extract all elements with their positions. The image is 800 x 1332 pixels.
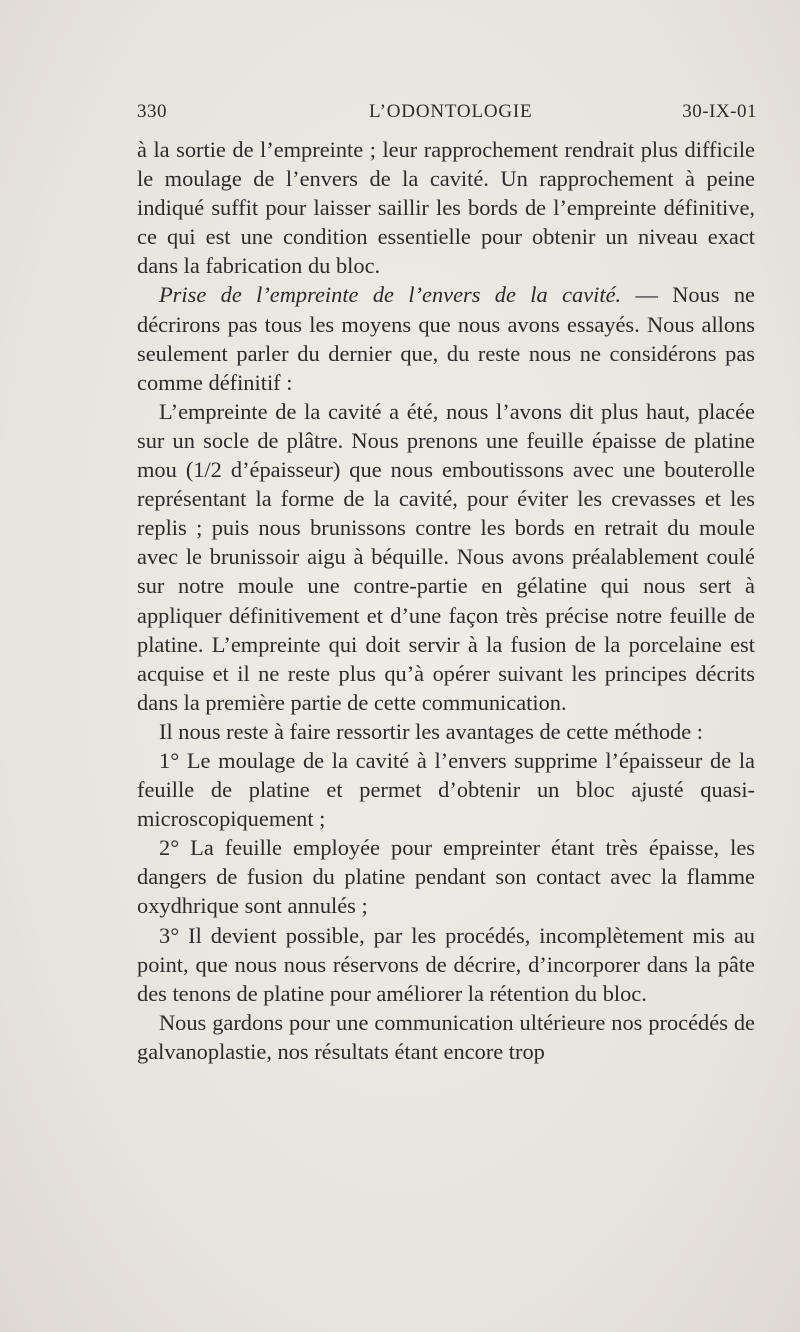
paragraph-8: Nous gardons pour une communication ultérieure nos procédés de galvanoplastie, nos résultats étant encore trop	[137, 1009, 755, 1064]
paragraph-1: à la sortie de l’empreinte ; leur rapprochement rendrait plus difficile le moulage de l’envers de la cavité. Un rapprochement à peine indiqué suffit pour laisser saillir les bords de l’empreinte définitive, ce qui est une condition essentielle pour obtenir un niveau exact dans la fabrication du bloc.	[137, 137, 755, 279]
list-item-1: 1° Le moulage de la cavité à l’envers supprime l’épaisseur de la feuille de platine et permet d’obtenir un bloc ajusté quasi-microscopiquement ;	[137, 747, 755, 832]
section-heading: Prise de l’empreinte de l’envers de la cavité.	[159, 282, 622, 308]
paragraph-2	[137, 280, 755, 396]
list-item-2: 2° La feuille employée pour empreinter étant très épaisse, les dangers de fusion du platine pendant son contact avec la flamme oxydhrique sont annulés ;	[137, 835, 755, 919]
running-header	[137, 101, 757, 129]
paragraph-2-text: — Nous ne décrirons pas tous les moyens que nous avons essayés. Nous allons seulement parler du dernier que, du reste nous ne considérons pas comme définitif :	[137, 282, 755, 395]
issue-date: 30-IX-01	[682, 101, 757, 122]
page-number: 330	[137, 101, 167, 122]
paragraph-4: Il nous reste à faire ressortir les avantages de cette méthode :	[159, 718, 703, 744]
list-item-3: 3° Il devient possible, par les procédés, incomplètement mis au point, que nous nous réservons de décrire, d’incorporer dans la pâte des tenons de platine pour améliorer la rétention du bloc.	[137, 922, 755, 1006]
journal-title: L’ODONTOLOGIE	[369, 101, 533, 122]
body-text	[137, 135, 755, 1066]
paragraph-3: L’empreinte de la cavité a été, nous l’avons dit plus haut, placée sur un socle de plâtre. Nous prenons une feuille épaisse de platine mou (1/2 d’épaisseur) que nous emboutissons avec une bouterolle représentant la forme de la cavité, pour éviter les crevasses et les replis ; puis nous brunissons contre les bords en retrait du moule avec le brunissoir aigu à béquille. Nous avons préalablement coulé sur notre moule une contre-partie en gélatine qui nous sert à appliquer définitivement et d’une façon très précise notre feuille de platine. L’empreinte qui doit servir à la fusion de la porcelaine est acquise et il ne reste plus qu’à opérer suivant les principes décrits dans la première partie de cette communication.	[137, 398, 755, 715]
